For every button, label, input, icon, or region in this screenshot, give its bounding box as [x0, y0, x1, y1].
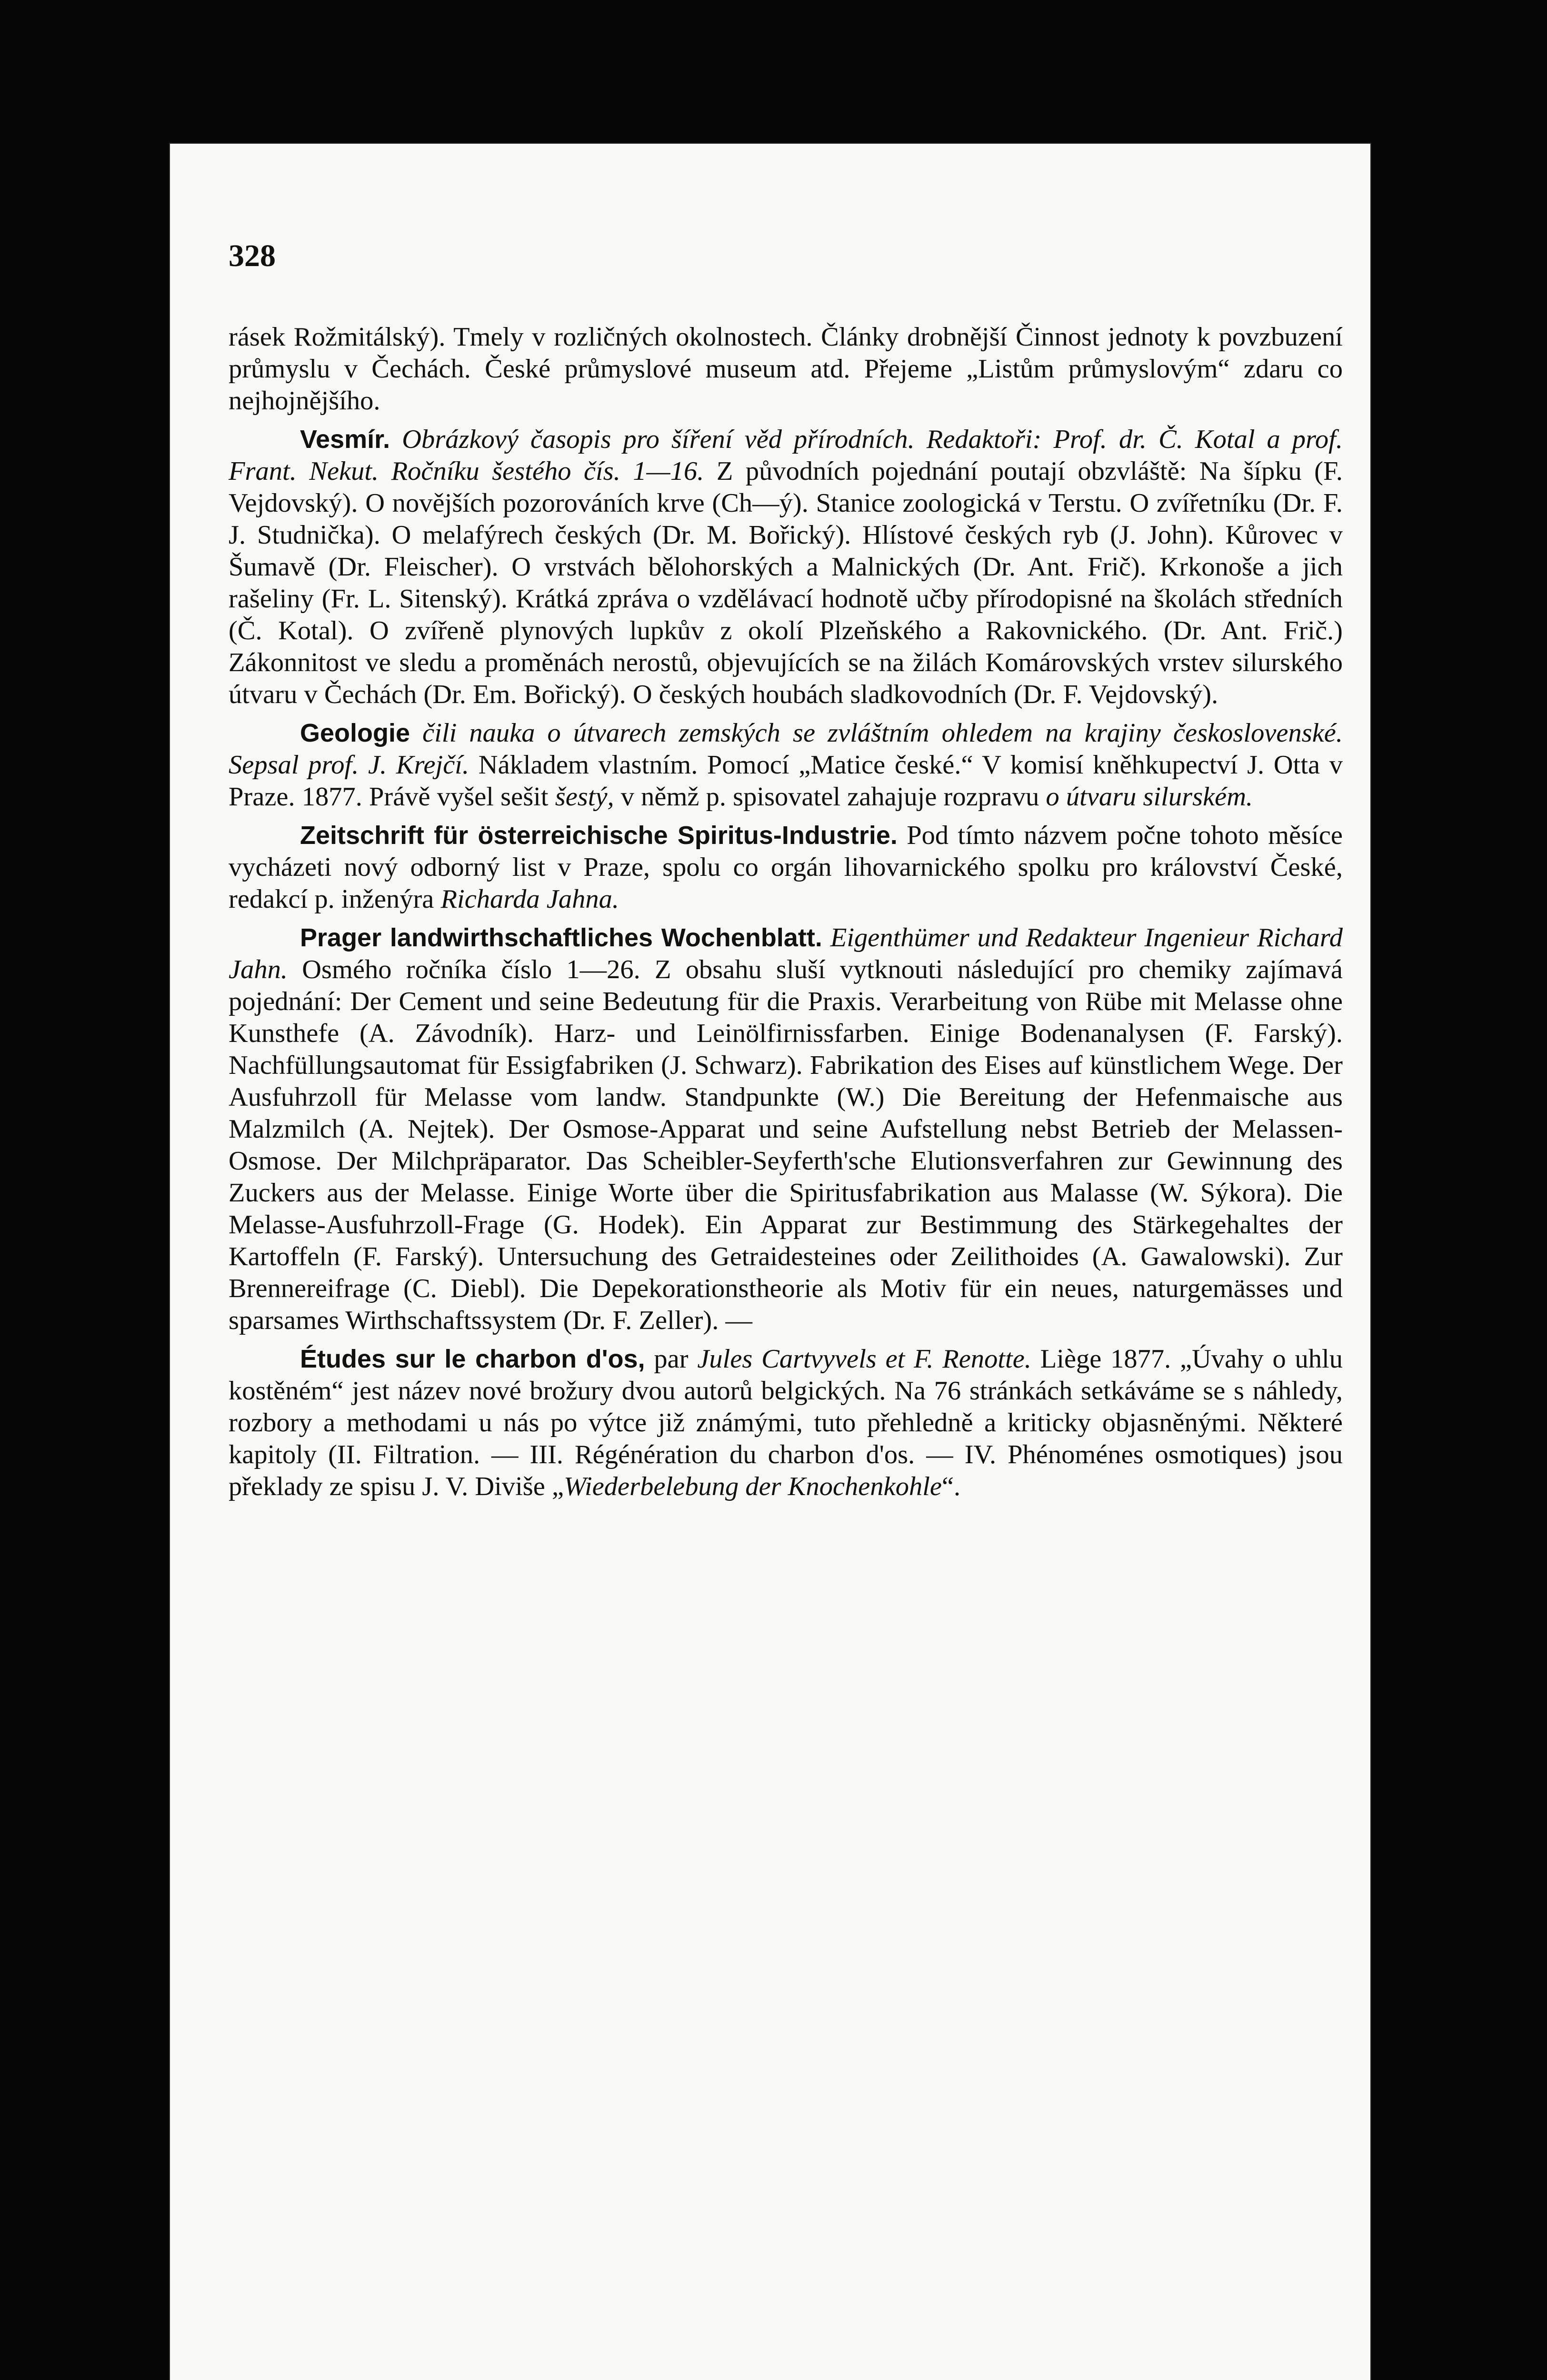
paragraph-text: Z původních pojednání poutají obzvláště: Na šípku (F. Vejdovský). O novějších pozorováních krve (Ch—ý). Stanice zoologická v Terstu. O zvířetníku (Dr. F. J. Studnička). O melafýrech českých (Dr. M. Bořický). Hlístové českých ryb (J. John). Kůrovec v Šumavě (Dr. Fleischer). O vrstvách bělohorských a Malnických (Dr. Ant. Frič). Krkonoše a jich rašeliny (Fr. L. Sitenský). Krátká zpráva o vzdělávací hodnotě učby přírodopisné na školách středních (Č. Kotal). O zvířeně plynových lupkův z okolí Plzeňského a Rakovnického. (Dr. Ant. Frič.) Zákonnitost ve sledu a proměnách nerostů, objevujících se na žilách Komárovských vrstev silurského útvaru v Čechách (Dr. Em. Bořický). O českých houbách sladkovodních (Dr. F. Vejdovský). — [229, 456, 1343, 709]
page-number: 328 — [229, 238, 276, 273]
book-page — [169, 143, 1371, 2380]
paragraph-text: Liège 1877. „Úvahy o uhlu kostěném“ jest název nové brožury dvou autorů belgických. Na 76 stránkách setkáváme se s náhledy, rozbory a methodami u nás po výtce již známými, tuto přehledně a kriticky objasněnými. Některé kapitoly (II. Filtration. — III. Régénération du charbon d'os. — IV. Phénoménes osmotiques) jsou překlady ze spisu J. V. Diviše „ — [229, 1344, 1343, 1501]
entry-title: Études sur le charbon d'os, — [300, 1345, 645, 1373]
emphasis-text: šestý, — [555, 782, 614, 812]
entry-title: Prager landwirthschaftliches Wochenblatt. — [300, 923, 822, 952]
entry-title: Zeitschrift für österreichische Spiritus-Industrie. — [300, 821, 898, 850]
paragraph-text: “. — [941, 1472, 961, 1501]
paragraph-text: Osmého ročníka číslo 1—26. Z obsahu sluší vytknouti následující pro chemiky zajímavá pojednání: Der Cement und seine Bedeutung für die Praxis. Verarbeitung von Rübe mit Melasse ohne Kunsthefe (A. Závodník). Harz- und Leinölfirnissfarben. Einige Bodenanalysen (F. Farský). Nachfüllungsautomat für Essigfabriken (J. Schwarz). Fabrikation des Eises auf künstlichem Wege. Der Ausfuhrzoll für Melasse vom landw. Standpunkte (W.) Die Bereitung der Hefenmaische aus Malzmilch (A. Nejtek). Der Osmose-Apparat und seine Aufstellung nebst Betrieb der Melassen-Osmose. Der Milchpräparator. Das Scheibler-Seyferth'sche Elutionsverfahren zur Gewinnung des Zuckers aus der Melasse. Einige Worte über die Spiritusfabrikation aus Malasse (W. Sýkora). Die Melasse-Ausfuhrzoll-Frage (G. Hodek). Ein Apparat zur Bestimmung des Stärkegehaltes der Kartoffeln (F. Farský). Untersuchung des Getraidesteines oder Zeilithoides (A. Gawalowski). Zur Brennereifrage (C. Diebl). Die Depekorationstheorie als Motiv für ein neues, naturgemässes und sparsames Wirthschaftssystem (Dr. F. Zeller). — — [229, 955, 1343, 1335]
entry-title: Geologie — [300, 719, 410, 747]
paragraph-text: v němž p. spisovatel zahajuje rozpravu — [614, 782, 1046, 812]
entry-subtitle: čili nauka o útvarech zemských se zvláštním ohledem na krajiny československé. Sepsal prof. J. Krejčí. — [229, 718, 1343, 780]
entry-subtitle: Eigenthümer und Redakteur Ingenieur Richard Jahn. — [229, 923, 1343, 984]
paragraph-text: Nákladem vlastním. Pomocí „Matice české.“ V komisí kněhkupectví J. Otta v Praze. 1877. Právě vyšel sešit — [229, 750, 1343, 812]
emphasis-text: o útvaru silurském. — [1046, 782, 1253, 812]
emphasis-text: Richarda Jahna. — [440, 884, 619, 914]
entry-title: Vesmír. — [300, 425, 390, 454]
page-body — [229, 321, 1343, 1503]
paragraph-text: rásek Rožmitálský). Tmely v rozličných okolnostech. Články drobnější Činnost jednoty k povzbuzení průmyslu v Čechách. České průmyslové museum atd. Přejeme „Listům průmyslovým“ zdaru co nejhojnějšího. — [229, 322, 1343, 416]
paragraph-text: par — [645, 1344, 698, 1374]
paragraph-listy-prumyslove-end — [229, 321, 1343, 417]
entry-authors: Jules Cartvyvels et F. Renotte. — [697, 1344, 1031, 1374]
paragraph-etudes-charbon — [229, 1343, 1343, 1503]
paragraph-vesmir — [229, 424, 1343, 711]
paragraph-zeitschrift-spiritus — [229, 820, 1343, 915]
paragraph-text: Pod tímto názvem počne tohoto měsíce vycházeti nový odborný list v Praze, spolu co orgán lihovarnického spolku pro království České, redakcí p. inženýra — [229, 821, 1343, 914]
paragraph-prager-wochenblatt — [229, 922, 1343, 1337]
emphasis-text: Wiederbelebung der Knochenkohle — [564, 1472, 942, 1501]
entry-subtitle: Obrázkový časopis pro šíření věd přírodních. Redaktoři: Prof. dr. Č. Kotal a prof. Frant. Nekut. Ročníku šestého čís. 1—16. — [229, 425, 1343, 486]
paragraph-geologie — [229, 717, 1343, 813]
